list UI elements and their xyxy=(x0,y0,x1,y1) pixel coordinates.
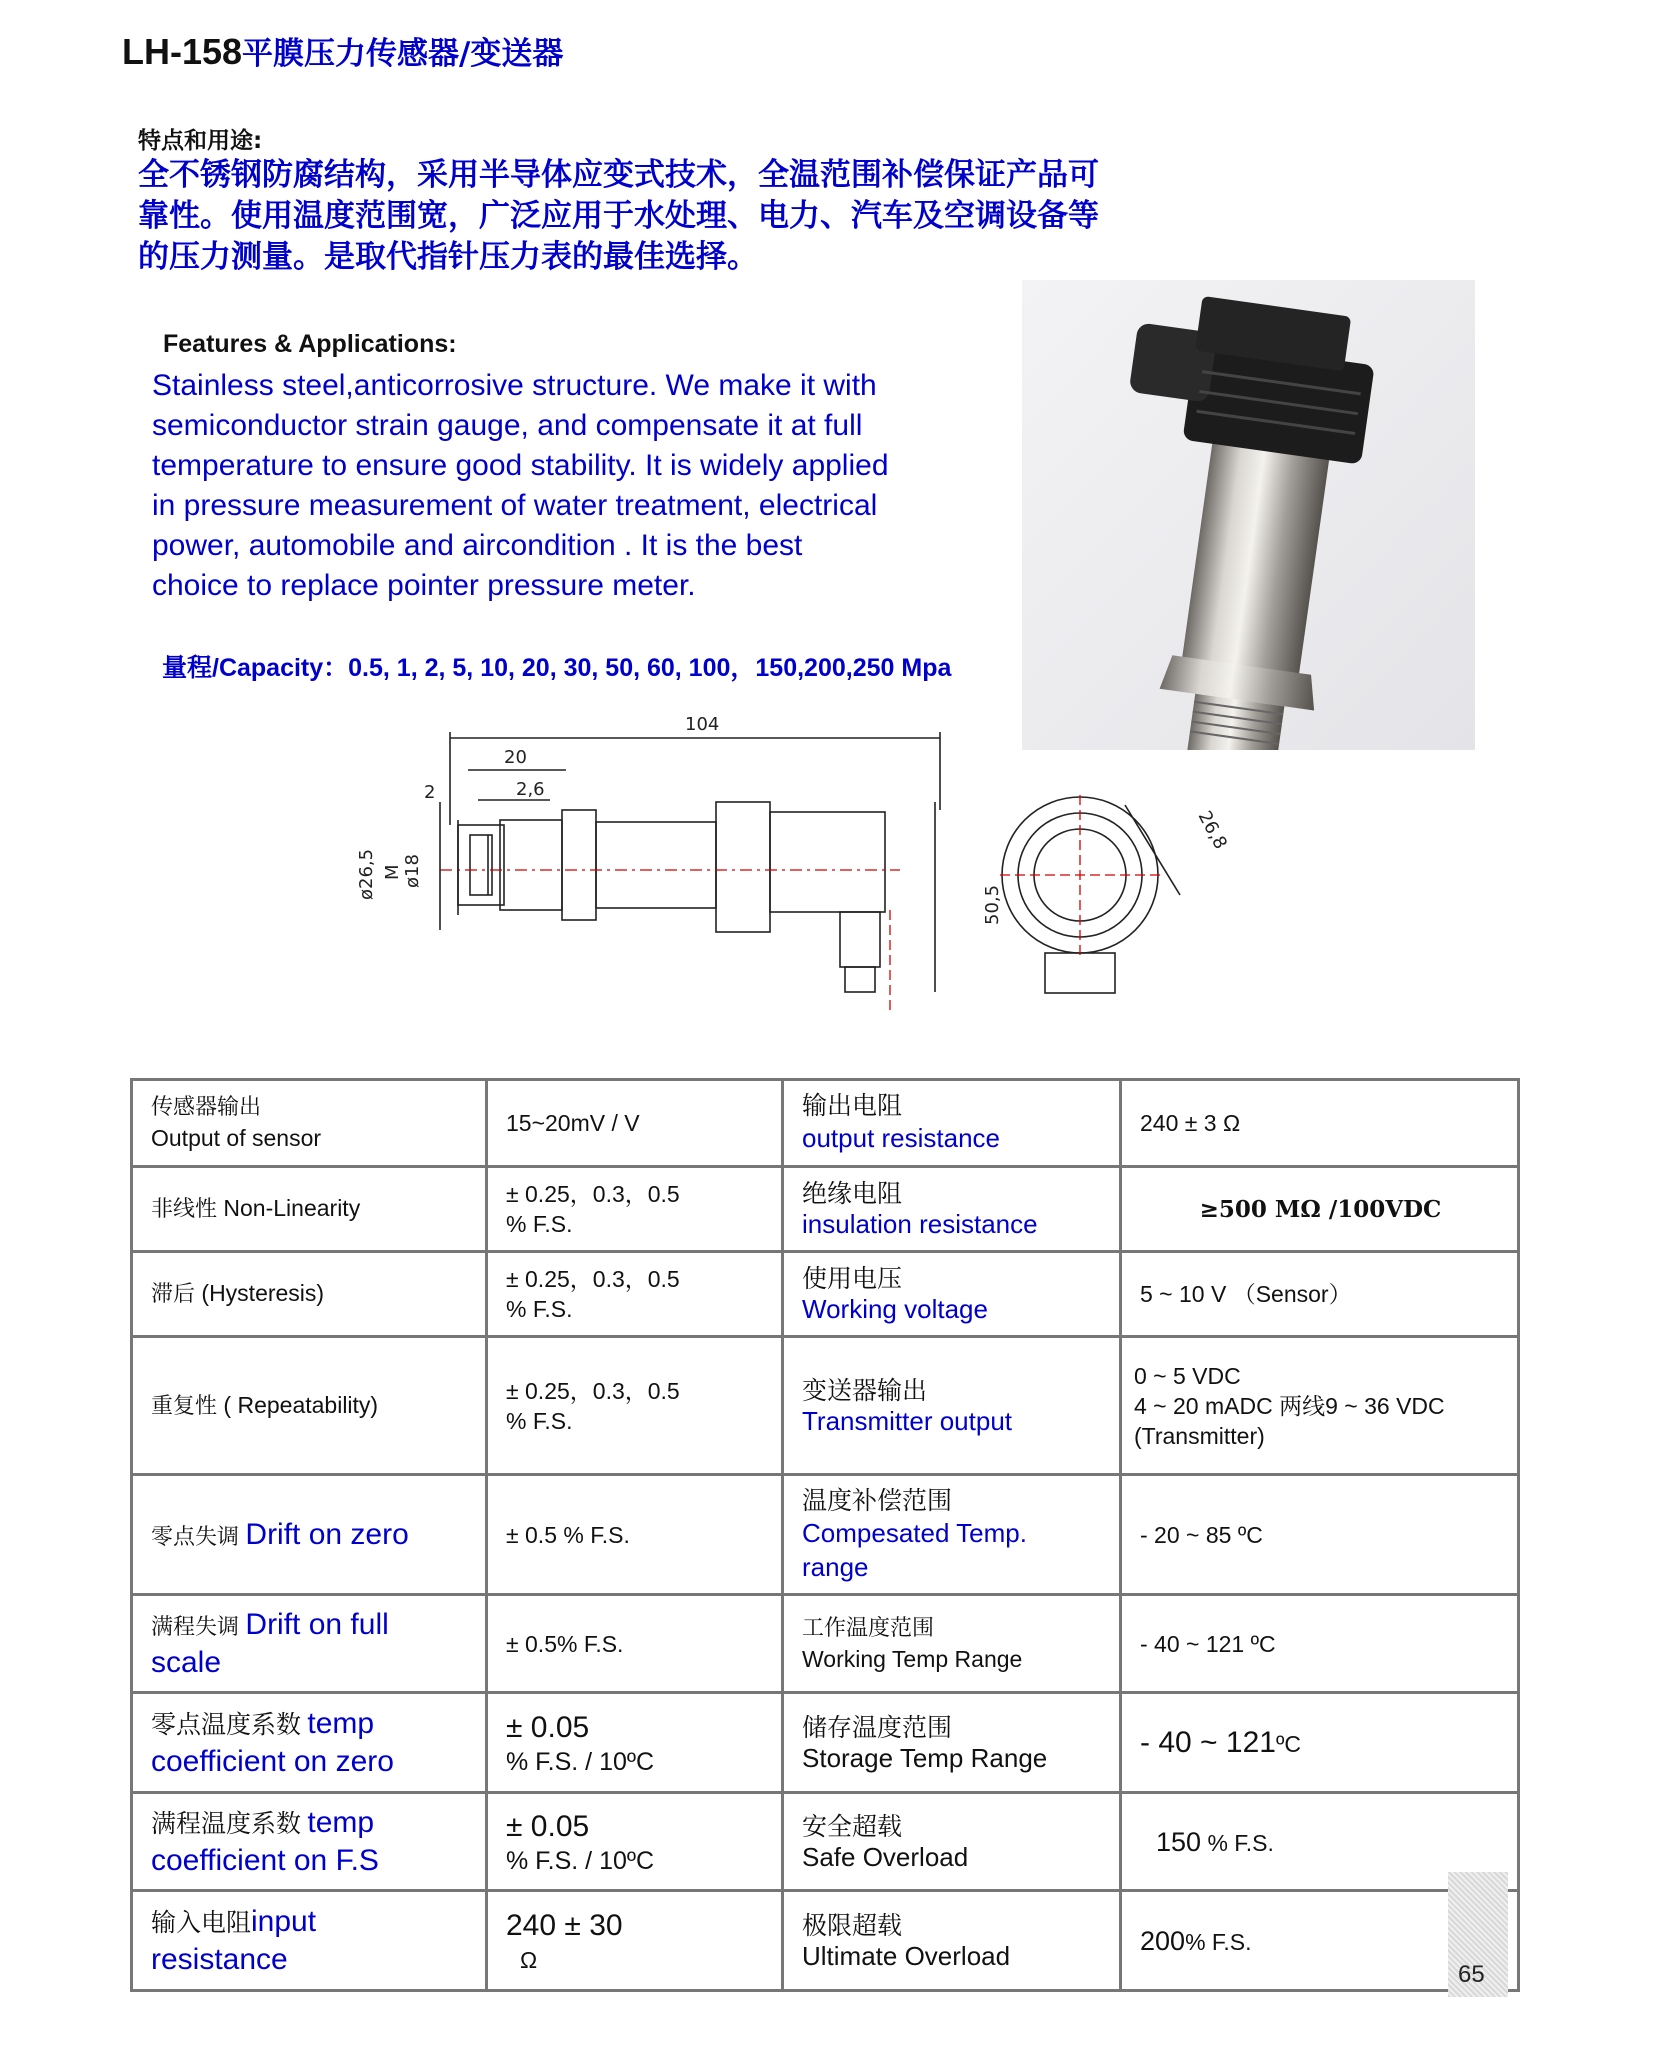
spec-label: 满程温度系数 temp coefficient on F.S xyxy=(132,1793,487,1891)
dim-26-8: 26,8 xyxy=(1193,807,1231,853)
dim-50-5: 50,5 xyxy=(982,884,1003,925)
spec-label: 输入电阻input resistance xyxy=(132,1891,487,1991)
page-number: 65 xyxy=(1458,1961,1485,1988)
spec-table xyxy=(130,1078,1520,1992)
table-row xyxy=(132,1080,1519,1167)
dim-2: 2 xyxy=(424,782,436,803)
features-cn-body: 全不锈钢防腐结构，采用半导体应变式技术，全温范围补偿保证产品可靠性。使用温度范围宽，广泛应用于水处理、电力、汽车及空调设备等的压力测量。是取代指针压力表的最佳选择。 xyxy=(138,157,1099,275)
spec-label: 零点失调 Drift on zero xyxy=(132,1475,487,1595)
spec-value: 150 % F.S. xyxy=(1121,1793,1519,1891)
page-number-tab xyxy=(1448,1872,1508,1997)
spec-label: 安全超载 Safe Overload xyxy=(783,1793,1121,1891)
spec-label: 滞后 (Hysteresis) xyxy=(132,1252,487,1337)
spec-value: ± 0.25，0.3，0.5 % F.S. xyxy=(487,1337,783,1475)
spec-label: 工作温度范围 Working Temp Range xyxy=(783,1595,1121,1693)
spec-label: 重复性 ( Repeatability) xyxy=(132,1337,487,1475)
features-cn-heading: 特点和用途: xyxy=(138,128,263,154)
model-number: LH-158 xyxy=(122,31,243,72)
features-en-line: temperature to ensure good stability. It is widely applied xyxy=(152,449,889,482)
table-row xyxy=(132,1891,1519,1991)
spec-label: 温度补偿范围 Compesated Temp. range xyxy=(783,1475,1121,1595)
table-row xyxy=(132,1167,1519,1252)
spec-value: - 20 ~ 85 ºC xyxy=(1121,1475,1519,1595)
dim-2-6: 2,6 xyxy=(516,779,545,800)
capacity-range: 量程/Capacity：0.5, 1, 2, 5, 10, 20, 30, 50, 60, 100，150,200,250 Mpa xyxy=(162,654,952,682)
spec-value: ± 0.5% F.S. xyxy=(487,1595,783,1693)
spec-label: 极限超载 Ultimate Overload xyxy=(783,1891,1121,1991)
table-row xyxy=(132,1595,1519,1693)
dim-104: 104 xyxy=(685,714,720,735)
spec-value: 200% F.S. xyxy=(1121,1891,1519,1991)
features-en-heading: Features & Applications: xyxy=(163,330,457,358)
features-en-line: in pressure measurement of water treatment, electrical xyxy=(152,489,878,522)
spec-value: 0 ~ 5 VDC 4 ~ 20 mADC 两线9 ~ 36 VDC (Transmitter) xyxy=(1121,1337,1519,1475)
spec-label: 非线性 Non-Linearity xyxy=(132,1167,487,1252)
dim-d26-5: ø26,5 xyxy=(356,848,377,900)
spec-value: ≥500 MΩ /100VDC xyxy=(1121,1167,1519,1252)
spec-label: 传感器输出 Output of sensor xyxy=(132,1080,487,1167)
spec-label: 输出电阻 output resistance xyxy=(783,1080,1121,1167)
table-row xyxy=(132,1693,1519,1793)
spec-label: 绝缘电阻 insulation resistance xyxy=(783,1167,1121,1252)
spec-label: 使用电压 Working voltage xyxy=(783,1252,1121,1337)
spec-label: 零点温度系数 temp coefficient on zero xyxy=(132,1693,487,1793)
spec-value: ± 0.5 % F.S. xyxy=(487,1475,783,1595)
dim-20: 20 xyxy=(504,747,527,768)
spec-label: 储存温度范围 Storage Temp Range xyxy=(783,1693,1121,1793)
features-en-body xyxy=(152,366,1002,606)
spec-value: ± 0.25，0.3，0.5 % F.S. xyxy=(487,1252,783,1337)
features-en-line: power, automobile and aircondition . It is the best xyxy=(152,529,803,562)
dim-d18: ø18 xyxy=(402,854,423,888)
spec-value: ± 0.05 % F.S. / 10ºC xyxy=(487,1693,783,1793)
features-en-line: choice to replace pointer pressure meter. xyxy=(152,569,696,602)
spec-value: - 40 ~ 121 ºC xyxy=(1121,1595,1519,1693)
dimension-drawing xyxy=(340,710,1240,1060)
table-row xyxy=(132,1337,1519,1475)
spec-value: 15~20mV / V xyxy=(487,1080,783,1167)
spec-value: - 40 ~ 121ºC xyxy=(1121,1693,1519,1793)
spec-value: 240 ± 30 Ω xyxy=(487,1891,783,1991)
product-name-cn: 平膜压力传感器/变送器 xyxy=(242,36,564,72)
spec-value: ± 0.05 % F.S. / 10ºC xyxy=(487,1793,783,1891)
spec-label: 满程失调 Drift on full scale xyxy=(132,1595,487,1693)
table-row xyxy=(132,1252,1519,1337)
dim-m: M xyxy=(382,864,403,880)
spec-value: 240 ± 3 Ω xyxy=(1121,1080,1519,1167)
features-en-line: Stainless steel,anticorrosive structure. We make it with xyxy=(152,369,877,402)
thread-section xyxy=(458,825,504,905)
table-row xyxy=(132,1475,1519,1595)
spec-value: 5 ~ 10 V （Sensor） xyxy=(1121,1252,1519,1337)
product-photo xyxy=(1022,280,1475,750)
features-en-line: semiconductor strain gauge, and compensate it at full xyxy=(152,409,863,442)
page-title xyxy=(122,28,563,73)
spec-value: ± 0.25，0.3，0.5 % F.S. xyxy=(487,1167,783,1252)
table-row xyxy=(132,1793,1519,1891)
spec-label: 变送器输出 Transmitter output xyxy=(783,1337,1121,1475)
